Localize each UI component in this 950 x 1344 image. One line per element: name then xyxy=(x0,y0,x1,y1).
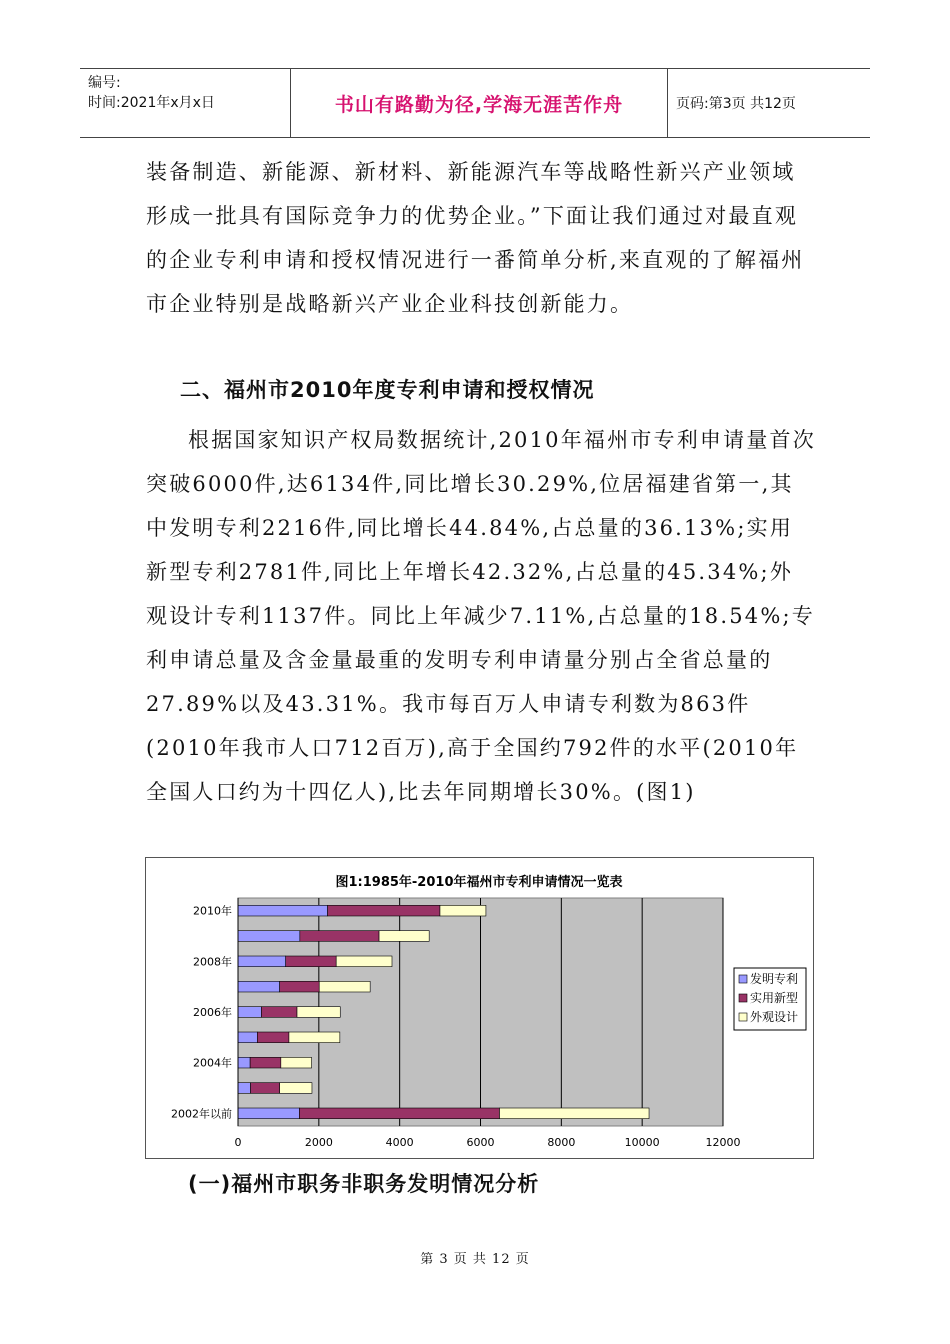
bar-segment xyxy=(238,1032,257,1043)
x-tick-label: 4000 xyxy=(385,1136,414,1149)
bar-segment xyxy=(251,1083,280,1094)
bar-segment xyxy=(299,1108,499,1119)
patent-chart xyxy=(145,857,814,1159)
bar-segment xyxy=(238,981,280,992)
patent-chart-svg xyxy=(146,858,813,1158)
y-category-label: 2006年 xyxy=(193,1006,232,1019)
x-tick-label: 2000 xyxy=(304,1136,333,1149)
x-tick-label: 6000 xyxy=(466,1136,495,1149)
bar-segment xyxy=(238,1007,261,1018)
x-tick-label: 12000 xyxy=(705,1136,741,1149)
paragraph-stats-text: 根据国家知识产权局数据统计,2010年福州市专利申请量首次突破6000件,达6134件,同比增长30.29%,位居福建省第一,其中发明专利2216件,同比增长44.84%,占总量的36.13%;实用新型专利2781件,同比上年增长42.32%,占总量的45.34%;外观设计专利1137件。同比上年减少7.11%,占总量的18.54%;专利申请总量及含金量最重的发明专利申请量分别占全省总量的27.89%以及43.31%。我市每百万人申请专利数为863件(2010年我市人口712百万),高于全国约792件的水平(2010年全国人口约为十四亿人),比去年同期增长30%。(图1) xyxy=(146,428,816,804)
header-table xyxy=(80,68,870,138)
x-tick-label: 0 xyxy=(234,1136,242,1149)
bar-segment xyxy=(281,1057,312,1068)
x-tick-label: 10000 xyxy=(624,1136,660,1149)
bar-segment xyxy=(289,1032,340,1043)
bar-segment xyxy=(238,931,300,942)
bar-segment xyxy=(286,956,337,967)
bar-segment xyxy=(319,981,370,992)
x-tick-label: 8000 xyxy=(547,1136,576,1149)
subsection-title: (一)福州市职务非职务发明情况分析 xyxy=(188,1172,540,1196)
bar-segment xyxy=(238,905,328,916)
bar-segment xyxy=(328,905,440,916)
bar-segment xyxy=(238,1083,251,1094)
bar-segment xyxy=(261,1007,297,1018)
legend-swatch xyxy=(739,975,747,983)
y-category-label: 2008年 xyxy=(193,955,232,969)
legend-label: 外观设计 xyxy=(750,1010,799,1024)
doc-time-label: 时间:2021年x月x日 xyxy=(88,95,215,111)
bar-segment xyxy=(238,956,286,967)
legend-swatch xyxy=(739,994,747,1002)
bar-segment xyxy=(300,931,379,942)
y-category-label: 2004年 xyxy=(193,1056,232,1070)
doc-number-label: 编号: xyxy=(88,75,121,91)
bar-segment xyxy=(257,1032,289,1043)
bar-segment xyxy=(280,981,320,992)
bar-segment xyxy=(379,931,429,942)
bar-segment xyxy=(336,956,392,967)
header-page-info: 页码:第3页 共12页 xyxy=(676,96,796,112)
bar-segment xyxy=(297,1007,340,1018)
page-footer: 第 3 页 共 12 页 xyxy=(420,1252,530,1267)
header-motto: 书山有路勤为径,学海无涯苦作舟 xyxy=(291,69,668,137)
bar-segment xyxy=(280,1083,312,1094)
header-left-cell xyxy=(80,69,291,137)
bar-segment xyxy=(499,1108,649,1119)
bar-segment xyxy=(238,1108,299,1119)
paragraph-stats xyxy=(146,418,816,814)
legend-label: 实用新型 xyxy=(750,991,799,1005)
y-category-label: 2002年以前 xyxy=(171,1107,232,1121)
bar-segment xyxy=(238,1057,250,1068)
legend-swatch xyxy=(739,1013,747,1021)
section-title: 二、福州市2010年度专利申请和授权情况 xyxy=(180,378,595,402)
paragraph-intro xyxy=(146,150,816,326)
bar-segment xyxy=(250,1057,281,1068)
paragraph-intro-text: 装备制造、新能源、新材料、新能源汽车等战略性新兴产业领域形成一批具有国际竞争力的优势企业。”下面让我们通过对最直观的企业专利申请和授权情况进行一番简单分析,来直观的了解福州市企业特别是战略新兴产业企业科技创新能力。 xyxy=(146,160,805,316)
bar-segment xyxy=(440,905,486,916)
y-category-label: 2010年 xyxy=(193,904,232,918)
legend-label: 发明专利 xyxy=(750,972,799,986)
chart-title: 图1:1985年-2010年福州市专利申请情况一览表 xyxy=(335,875,623,890)
